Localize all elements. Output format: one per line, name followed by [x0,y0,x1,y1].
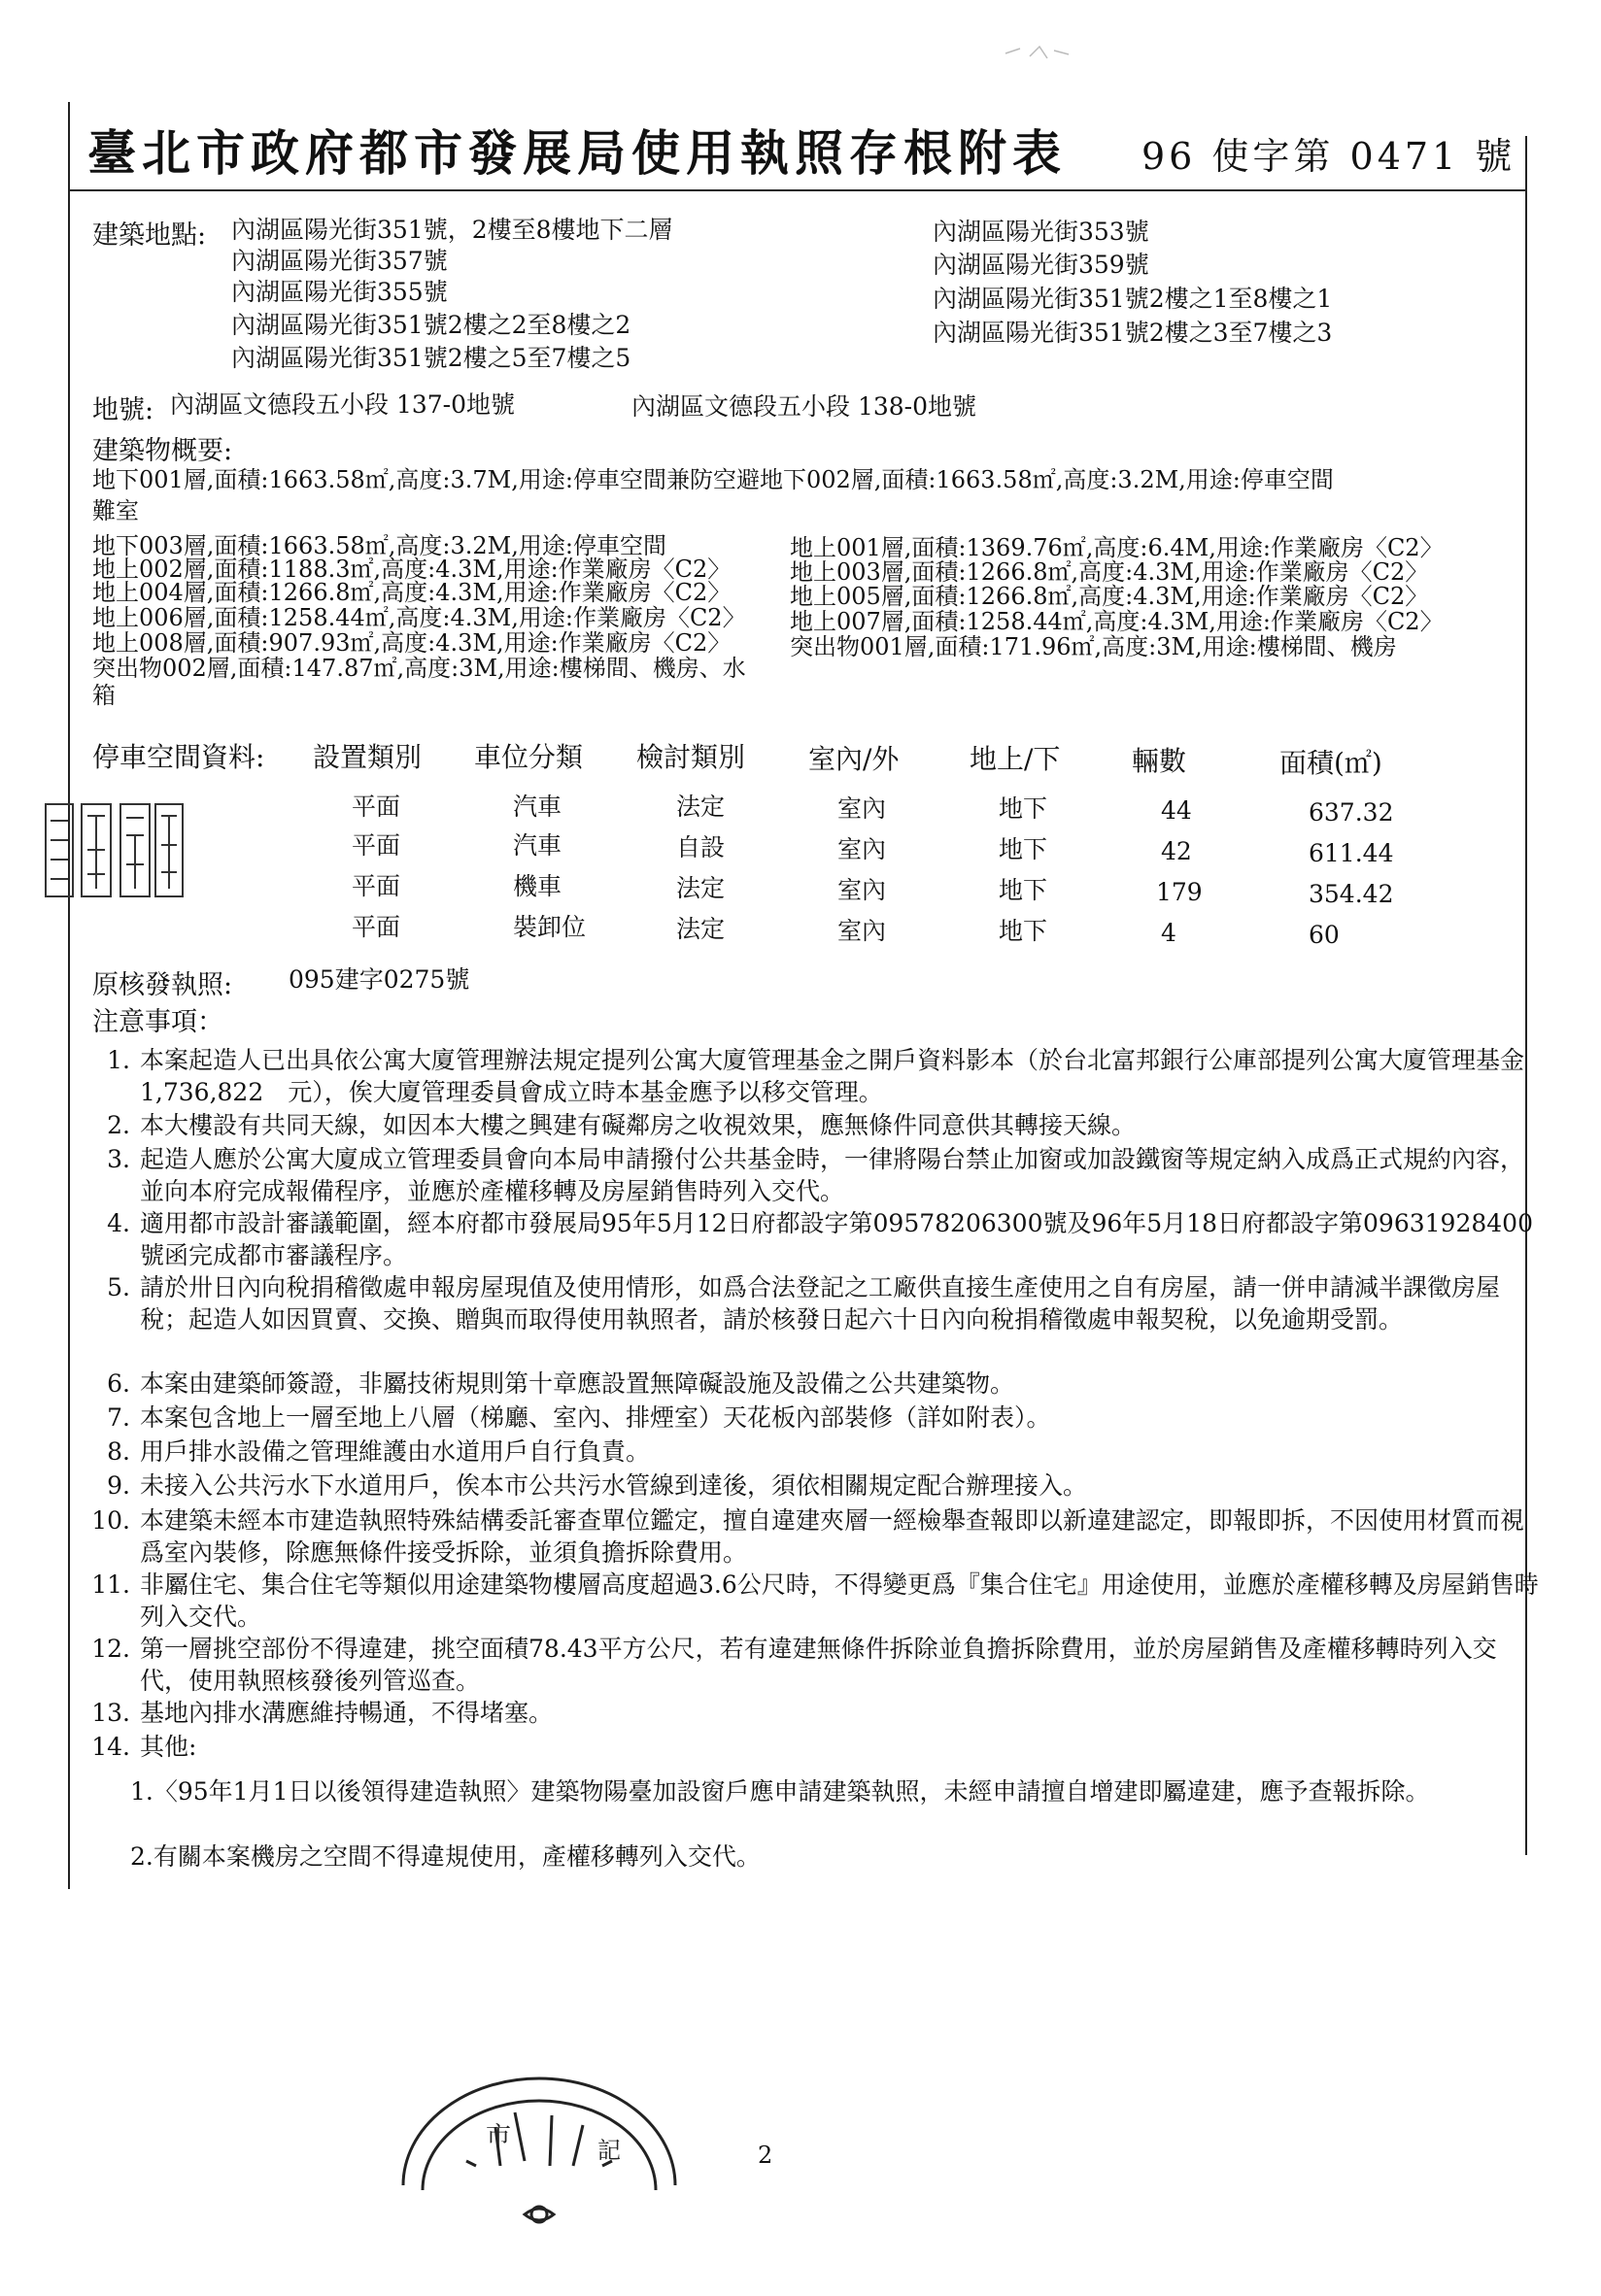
parking-header: 輛數 [1132,745,1187,777]
note-number: 7. [107,1403,130,1432]
frame-top-border [68,189,1525,191]
official-seal-icon [379,2069,699,2292]
note-text: 非屬住宅、集合住宅等類似用途建築物樓層高度超過3.6公尺時，不得變更爲『集合住宅』用途使用，並應於產權移轉及房屋銷售時列入交代。 [140,1570,1539,1631]
parking-header: 設置類別 [313,741,423,773]
note-text: 本案由建築師簽證，非屬技術規則第十章應設置無障礙設施及設備之公共建築物。 [140,1369,1015,1398]
document-number: 96 使字第 0471 號 [1141,135,1516,178]
parking-cell: 42 [1161,837,1192,865]
parking-header: 車位分類 [474,741,584,773]
note-text: 本案起造人已出具依公寓大廈管理辦法規定提列公寓大廈管理基金之開戶資料影本（於台北富邦銀行公庫部提列公寓大廈管理基金1,736,822 元），俟大廈管理委員會成立時本基金應予以移交管理。 [140,1046,1525,1106]
svg-text:記: 記 [597,2137,621,2164]
note-text: 本大樓設有共同天線，如因本大樓之興建有礙鄰房之收視效果，應無條件同意供其轉接天線。 [140,1111,1137,1139]
parking-cell: 室內 [837,917,887,945]
note-text: 本案包含地上一層至地上八層（梯廳、室內、排煙室）天花板內部裝修（詳如附表）。 [140,1403,1051,1432]
location-line: 內湖區陽光街353號 [933,218,1149,246]
note-text: 基地內排水溝應維持暢通，不得堵塞。 [140,1699,554,1727]
note-number: 9. [107,1471,130,1500]
lot-label: 地號: [92,395,154,425]
parking-cell: 地下 [999,794,1048,823]
overview-row: 地上003層,面積:1266.8㎡,高度:4.3M,用途:作業廠房〈C2〉 [790,558,1429,586]
parking-cell: 地下 [999,835,1048,863]
overview-row: 地上005層,面積:1266.8㎡,高度:4.3M,用途:作業廠房〈C2〉 [790,583,1429,610]
location-line: 內湖區陽光街351號2樓之3至7樓之3 [933,319,1333,347]
note-number: 14. [91,1733,130,1761]
note-number: 8. [107,1437,130,1466]
parking-cell: 平面 [352,793,401,821]
parking-cell: 地下 [999,876,1048,904]
parking-header: 室內/外 [808,743,900,775]
vertical-stamp-icon [41,796,187,903]
parking-cell: 地下 [999,917,1048,945]
overview-row: 突出物002層,面積:147.87㎡,高度:3M,用途:樓梯間、機房、水 [92,655,746,682]
location-line: 內湖區陽光街351號2樓之5至7樓之5 [231,344,631,372]
overview-row: 箱 [92,682,116,709]
svg-text:市: 市 [486,2122,512,2151]
parking-cell: 平面 [352,831,401,860]
note-number: 1. [107,1046,130,1074]
note-text: 未接入公共污水下水道用戶，俟本市公共污水管線到達後，須依相關規定配合辦理接入。 [140,1471,1088,1500]
parking-cell: 179 [1156,878,1203,906]
parking-cell: 637.32 [1309,798,1394,827]
lot-left: 內湖區文德段五小段 137-0地號 [170,390,516,419]
parking-label: 停車空間資料: [92,741,265,773]
frame-left-border [68,102,70,1889]
note-number: 12. [91,1635,130,1663]
overview-row: 地上006層,面積:1258.44㎡,高度:4.3M,用途:作業廠房〈C2〉 [92,604,746,631]
parking-cell: 汽車 [513,793,562,821]
overview-row: 地上008層,面積:907.93㎡,高度:4.3M,用途:作業廠房〈C2〉 [92,629,732,657]
note-text: 其他: [140,1733,197,1761]
note-number: 6. [107,1369,130,1398]
parking-cell: 室內 [837,794,887,823]
note-text: 本建築未經本市建造執照特殊結構委託審查單位鑑定，擅自違建夾層一經檢舉查報即以新違建認定，即報即拆，不因使用材質而視爲室內裝修，除應無條件接受拆除，並須負擔拆除費用。 [140,1506,1525,1567]
note-text: 第一層挑空部份不得違建，挑空面積78.43平方公尺，若有違建無條件拆除並負擔拆除費用，並於房屋銷售及產權移轉時列入交代，使用執照核發後列管巡查。 [140,1635,1497,1695]
original-permit-value: 095建字0275號 [289,965,470,994]
location-label: 建築地點: [92,220,207,251]
note-number: 2. [107,1111,130,1139]
parking-cell: 611.44 [1309,839,1394,867]
overview-row: 地下003層,面積:1663.58㎡,高度:3.2M,用途:停車空間 [92,532,666,559]
parking-cell: 4 [1161,919,1176,947]
overview-row: 地上007層,面積:1258.44㎡,高度:4.3M,用途:作業廠房〈C2〉 [790,608,1444,635]
location-line: 內湖區陽光街351號，2樓至8樓地下二層 [231,216,673,244]
parking-header: 地上/下 [970,743,1061,775]
note-subitem: 1.〈95年1月1日以後領得建造執照〉建築物陽臺加設窗戶應申請建築執照，未經申請擅自增建即屬違建，應予查報拆除。 [130,1777,1430,1806]
overview-line: 難室 [92,497,139,524]
location-line: 內湖區陽光街351號2樓之2至8樓之2 [231,311,631,339]
location-line: 內湖區陽光街357號 [231,247,448,275]
parking-cell: 44 [1161,796,1192,825]
scan-speck-mark [1001,39,1078,68]
note-text: 起造人應於公寓大廈成立管理委員會向本局申請撥付公共基金時，一律將陽台禁止加窗或加設鐵窗等規定納入成爲正式規約內容，並向本府完成報備程序，並應於產權移轉及房屋銷售時列入交代。 [140,1145,1525,1205]
parking-cell: 法定 [676,874,726,902]
note-text: 用戶排水設備之管理維護由水道用戶自行負責。 [140,1437,651,1466]
parking-header: 面積(㎡) [1279,747,1382,779]
parking-cell: 法定 [676,915,726,943]
note-number: 5. [107,1273,130,1301]
parking-header: 檢討類別 [636,741,746,773]
parking-cell: 60 [1309,921,1340,949]
note-number: 13. [91,1699,130,1727]
note-number: 10. [91,1506,130,1535]
parking-cell: 室內 [837,876,887,904]
page-number: 2 [758,2142,773,2169]
notes-label: 注意事項： [92,1007,223,1037]
note-number: 3. [107,1145,130,1173]
parking-cell: 平面 [352,872,401,900]
note-text: 請於卅日內向稅捐稽徵處申報房屋現值及使用情形，如爲合法登記之工廠供直接生產使用之自有房屋，請一併申請減半課徵房屋稅；起造人如因買賣、交換、贈與而取得使用執照者，請於核發日起六十日內向稅捐稽徵處申報契稅，以免逾期受罰。 [140,1273,1501,1334]
location-line: 內湖區陽光街359號 [933,251,1149,279]
parking-cell: 汽車 [513,831,562,860]
parking-cell: 裝卸位 [513,913,587,941]
lot-right: 內湖區文德段五小段 138-0地號 [631,392,977,421]
parking-cell: 自設 [676,833,726,861]
note-text: 適用都市設計審議範圍，經本府都市發展局95年5月12日府都設字第09578206300號及96年5月18日府都設字第09631928400號函完成都市審議程序。 [140,1209,1533,1269]
document-title: 臺北市政府都市發展局使用執照存根附表 [87,124,1067,182]
note-number: 4. [107,1209,130,1237]
overview-row: 突出物001層,面積:171.96㎡,高度:3M,用途:樓梯間、機房 [790,633,1397,660]
note-subitem: 2.有關本案機房之空間不得違規使用，產權移轉列入交代。 [130,1842,761,1871]
note-number: 11. [91,1570,130,1599]
parking-cell: 354.42 [1309,880,1394,908]
overview-row: 地上002層,面積:1188.3㎡,高度:4.3M,用途:作業廠房〈C2〉 [92,556,732,583]
overview-row: 地上004層,面積:1266.8㎡,高度:4.3M,用途:作業廠房〈C2〉 [92,579,732,606]
overview-label: 建築物概要: [92,436,233,466]
location-line: 內湖區陽光街351號2樓之1至8樓之1 [933,285,1333,313]
overview-row: 地上001層,面積:1369.76㎡,高度:6.4M,用途:作業廠房〈C2〉 [790,534,1444,561]
location-line: 內湖區陽光街355號 [231,278,448,306]
parking-cell: 室內 [837,835,887,863]
parking-cell: 機車 [513,872,562,900]
parking-cell: 法定 [676,793,726,821]
overview-line: 地下001層,面積:1663.58㎡,高度:3.7M,用途:停車空間兼防空避地下002層,面積:1663.58㎡,高度:3.2M,用途:停車空間 [92,466,1334,493]
original-permit-label: 原核發執照: [92,970,233,1000]
parking-cell: 平面 [352,913,401,941]
